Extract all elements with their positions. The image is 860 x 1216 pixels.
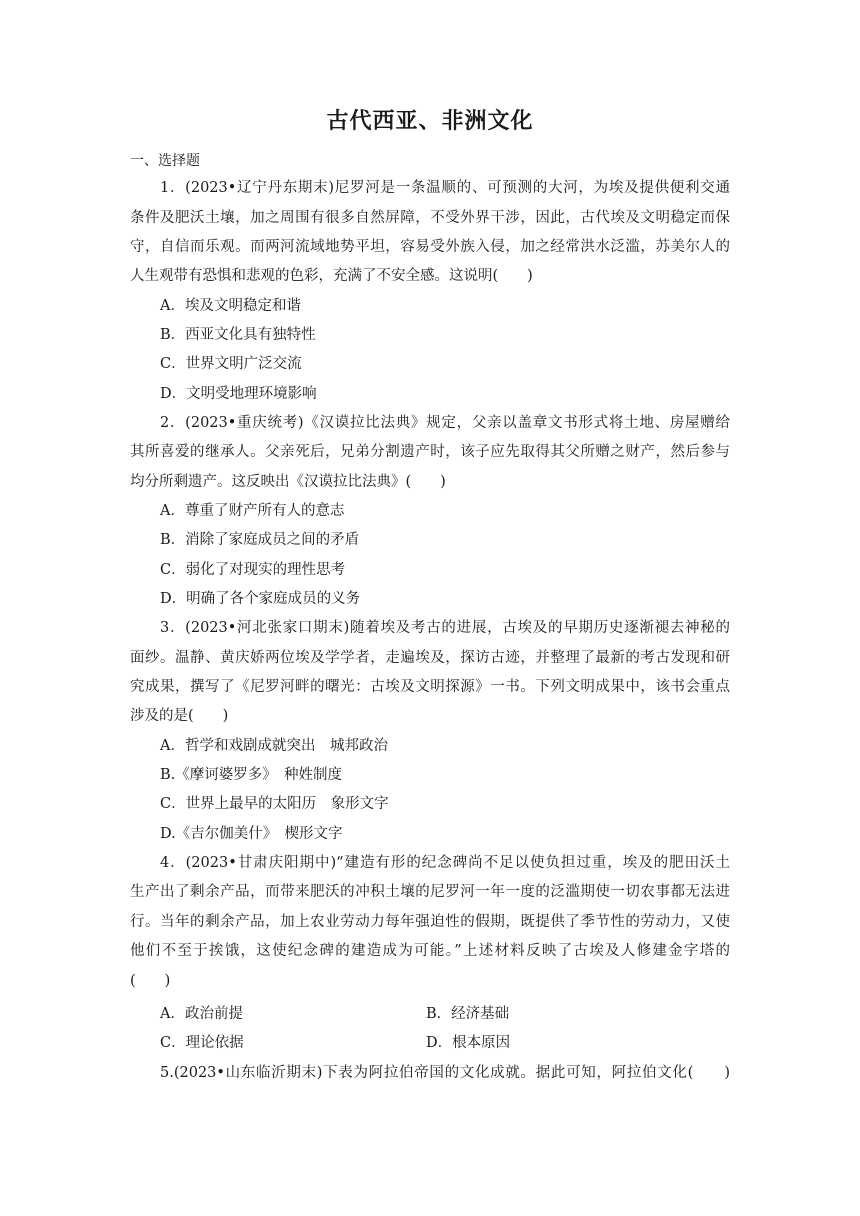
question-4-line-4: 他们不至于挨饿，这使纪念碑的建造成为可能。”上述材料反映了古埃及人修建金字塔的 xyxy=(130,943,730,959)
question-3-option-d: D.《吉尔伽美什》 楔形文字 xyxy=(160,826,343,842)
question-4-line-5: ( ) xyxy=(130,973,171,989)
question-4-option-d: D．根本原因 xyxy=(426,1035,511,1051)
question-3-line-4: 涉及的是( ) xyxy=(130,708,229,724)
question-2-option-a: A．尊重了财产所有人的意志 xyxy=(160,503,345,519)
question-2-line-3: 均分所剩遗产。这反映出《汉谟拉比法典》( ) xyxy=(130,474,446,490)
question-1-option-b: B．西亚文化具有独特性 xyxy=(160,327,316,343)
question-2-option-b: B．消除了家庭成员之间的矛盾 xyxy=(160,532,360,548)
question-2-option-d: D．明确了各个家庭成员的义务 xyxy=(160,591,361,607)
question-4-option-c: C．理论依据 xyxy=(160,1035,244,1051)
question-4-line-2: 生产出了剩余产品，而带来肥沃的冲积土壤的尼罗河一年一度的泛滥期使一切农事都无法进 xyxy=(130,884,730,900)
section-heading: 一、选择题 xyxy=(130,153,200,169)
question-3-line-2: 面纱。温静、黄庆娇两位埃及学学者，走遍埃及，探访古迹，并整理了最新的考古发现和研 xyxy=(130,650,730,666)
question-4-line-3: 行。当年的剩余产品，加上农业劳动力每年强迫性的假期，既提供了季节性的劳动力，又使 xyxy=(130,914,730,930)
question-1-line-4: 人生观带有恐惧和悲观的色彩，充满了不安全感。这说明( ) xyxy=(130,268,533,284)
question-1-line-3: 守，自信而乐观。而两河流域地势平坦，容易受外族入侵，加之经常洪水泛滥，苏美尔人的 xyxy=(130,239,730,255)
question-2-option-c: C．弱化了对现实的理性思考 xyxy=(160,562,346,578)
question-3-line-1: 3．(2023•河北张家口期末)随着埃及考古的进展，古埃及的早期历史逐渐褪去神秘的 xyxy=(160,620,730,636)
page-title: 古代西亚、非洲文化 xyxy=(326,109,534,134)
question-5-line-1: 5.(2023•山东临沂期末)下表为阿拉伯帝国的文化成就。据此可知，阿拉伯文化( ) xyxy=(160,1065,730,1081)
question-3-line-3: 究成果，撰写了《尼罗河畔的曙光：古埃及文明探源》一书。下列文明成果中，该书会重点 xyxy=(130,679,730,695)
question-4-option-a: A．政治前提 xyxy=(160,1006,243,1022)
question-1-option-c: C．世界文明广泛交流 xyxy=(160,356,302,372)
question-2-line-2: 其所喜爱的继承人。父亲死后，兄弟分割遗产时，该子应先取得其父所赠之财产，然后参与 xyxy=(130,444,730,460)
question-4-line-1: 4．(2023•甘肃庆阳期中)“建造有形的纪念碑尚不足以使负担过重，埃及的肥田沃土 xyxy=(160,855,730,871)
question-1-option-a: A．埃及文明稳定和谐 xyxy=(160,298,301,314)
question-3-option-a: A．哲学和戏剧成就突出 城邦政治 xyxy=(160,738,388,754)
question-1-option-d: D．文明受地理环境影响 xyxy=(160,386,317,402)
question-3-option-b: B.《摩诃婆罗多》 种姓制度 xyxy=(160,767,343,783)
question-1-line-1: 1．(2023•辽宁丹东期末)尼罗河是一条温顺的、可预测的大河，为埃及提供便利交通 xyxy=(160,180,730,196)
question-3-option-c: C．世界上最早的太阳历 象形文字 xyxy=(160,796,389,812)
question-4-option-b: B．经济基础 xyxy=(426,1006,510,1022)
question-2-line-1: 2．(2023•重庆统考)《汉谟拉比法典》规定，父亲以盖章文书形式将土地、房屋赠给 xyxy=(160,415,730,431)
question-1-line-2: 条件及肥沃土壤，加之周围有很多自然屏障，不受外界干涉，因此，古代埃及文明稳定而保 xyxy=(130,210,730,226)
